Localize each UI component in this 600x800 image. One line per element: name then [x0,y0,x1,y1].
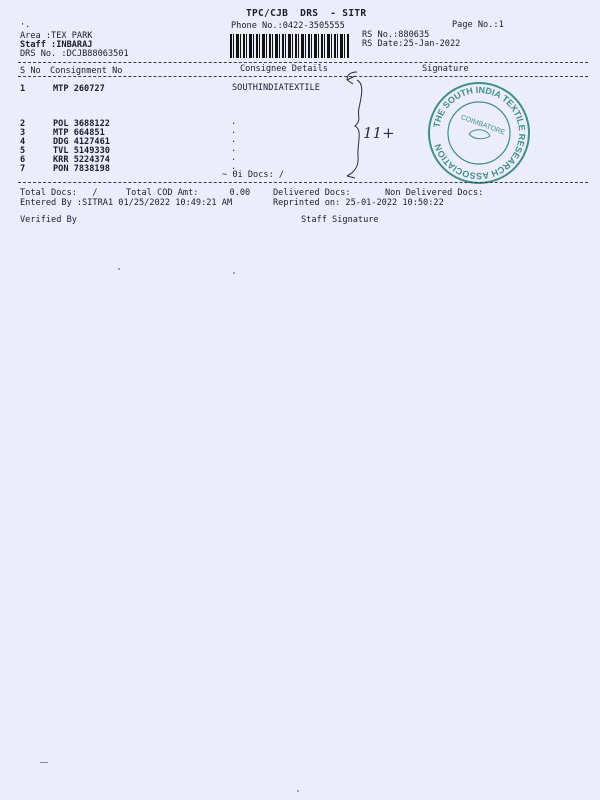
row-sno: 6 [20,155,26,165]
row-consignee: . [231,126,237,136]
scan-speck [233,272,235,274]
rs-number: RS No.:880635 [362,30,430,40]
scan-speck [40,762,48,763]
rule-footer [18,182,588,183]
reprinted-on: Reprinted on: 25-01-2022 10:50:22 [273,198,444,208]
row-sno: 2 [20,119,26,129]
row-consignment: MTP 260727 [53,84,105,94]
row-consignment: POL 3688122 [53,119,110,129]
total-cod: Total COD Amt: 0.00 [126,188,251,198]
rs-date: RS Date:25-Jan-2022 [362,39,461,49]
rule-top [18,62,588,63]
non-delivered-docs: Non Delivered Docs: [385,188,484,198]
staff-label: Staff :INBARAJ [20,40,93,50]
area-label: Area :TEX PARK [20,31,93,41]
stamp-outer-text: THE SOUTH INDIA TEXTILE RESEARCH ASSOCIATION [431,84,528,182]
total-docs: Total Docs: / [20,188,98,198]
verified-by: Verified By [20,215,77,225]
page-number: Page No.:1 [452,20,504,30]
drs-number: DRS No. :DCJB88063501 [20,49,129,59]
document-title: TPC/CJB DRS - SITR [246,8,367,19]
handwritten-note: 11+ [363,124,395,142]
row-sno: 5 [20,146,26,156]
col-signature: Signature [422,64,469,74]
corner-marks: ·. [20,20,31,30]
row-consignee: . [231,117,237,127]
row-sno: 3 [20,128,26,138]
institution-stamp [424,78,534,188]
row-consignment: PON 7838198 [53,164,110,174]
row-consignee: . [231,162,237,172]
row-consignee: . [231,144,237,154]
delivered-docs: Delivered Docs: [273,188,351,198]
barcode [230,34,350,58]
row-consignment: DDG 4127461 [53,137,110,147]
entered-by: Entered By :SITRA1 01/25/2022 10:49:21 AM [20,198,233,208]
rule-header [18,76,588,77]
row-consignment: MTP 664851 [53,128,105,138]
staff-signature: Staff Signature [301,215,379,225]
row-consignee: . [231,153,237,163]
row-consignee: SOUTHINDIATEXTILE [232,83,320,93]
docs-count: ~ 0i Docs: / [222,170,285,180]
row-sno: 7 [20,164,26,174]
scan-speck [118,268,120,270]
col-consignee: Consignee Details [240,64,328,74]
scan-speck [297,790,299,792]
svg-text:THE SOUTH INDIA TEXTILE RESEAR [431,85,527,181]
col-consignment: Consignment No [50,66,123,76]
row-consignment: KRR 5224374 [53,155,110,165]
row-sno: 4 [20,137,26,147]
row-consignee: . [231,135,237,145]
row-sno: 1 [20,84,26,94]
phone-number: Phone No.:0422-3505555 [231,21,345,31]
col-sno: S No [20,66,41,76]
row-consignment: TVL 5149330 [53,146,110,156]
stamp-inner-text: COIMBATORE [459,114,506,137]
